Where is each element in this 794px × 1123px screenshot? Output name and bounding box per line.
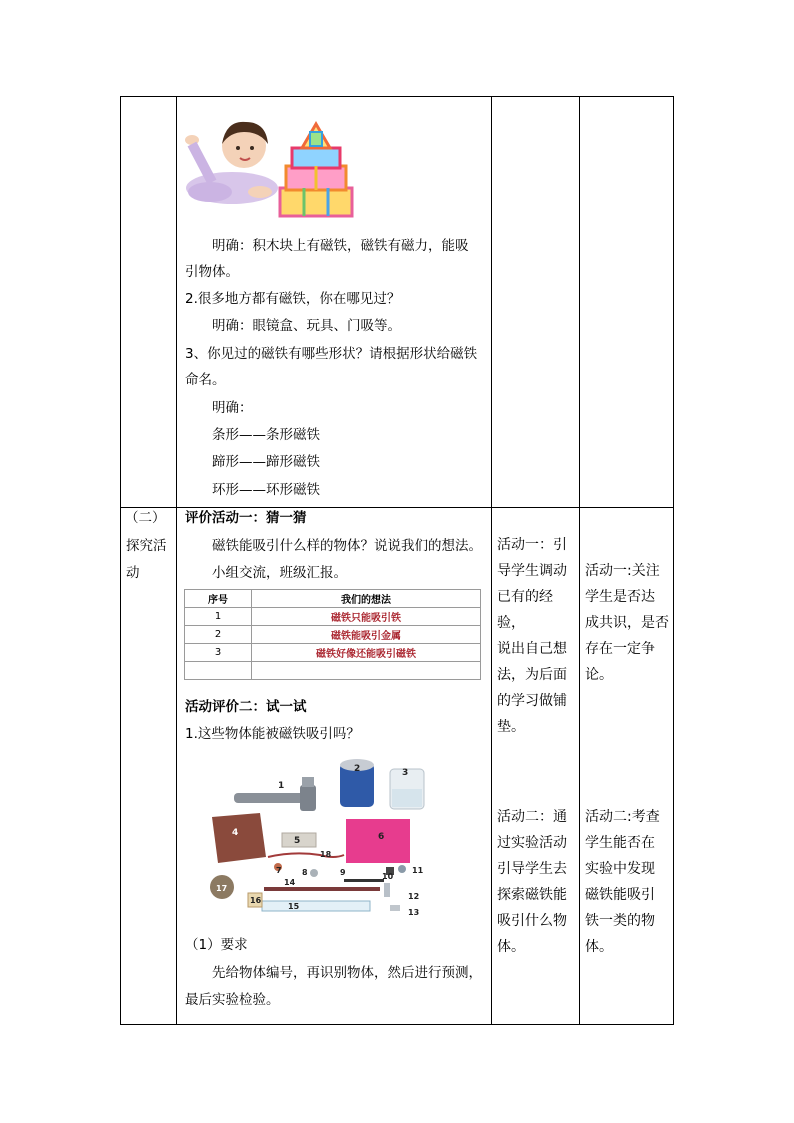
evaluation-2-line: 学生能否在 [585,835,655,851]
object-number: 12 [408,892,420,901]
row1-line-6: 命名。 [185,372,226,388]
ideas-index: 2 [185,626,252,644]
row1-line-9: 蹄形——蹄形磁铁 [212,454,320,470]
evaluation-2-line: 实验中发现 [585,861,655,877]
teacher-activity-2-line: 引导学生去 [497,861,567,877]
object-number: 17 [216,884,228,893]
object-number: 14 [284,878,296,887]
object-number: 7 [276,866,282,875]
table-col-divider-1 [176,96,177,1025]
table-row [185,644,481,662]
teacher-activity-1-line: 已有的经验， [497,589,553,631]
teacher-activity-1-line: 垫。 [497,719,525,735]
activity2-title: 活动评价二：试一试 [185,699,307,715]
object-number: 16 [250,896,262,905]
requirement-title: （1）要求 [185,937,248,953]
table-border-right [673,96,674,1025]
ideas-text [252,662,481,680]
row1-line-8: 条形——条形磁铁 [212,427,320,443]
ideas-text: 磁铁只能吸引铁 [252,608,481,626]
activity1-question: 磁铁能吸引什么样的物体？说说我们的想法。 [212,538,482,554]
object-number: 8 [302,868,308,877]
teacher-activity-1-line: 的学习做铺 [497,693,567,709]
activity2-question: 1.这些物体能被磁铁吸引吗？ [185,726,360,742]
object-number: 11 [412,866,424,875]
evaluation-1-line: 活动一:关注 [585,563,660,579]
teacher-activity-1 [497,532,577,740]
teacher-activity-2-line: 体。 [497,939,525,955]
evaluation-2-line: 铁一类的物 [585,913,655,929]
object-number: 13 [408,908,420,917]
object-number: 1 [278,781,285,791]
teacher-activity-2-line: 活动二：通 [497,809,567,825]
stage-name-line-1: 探究活 [126,538,167,554]
table-border-bottom [120,1024,674,1025]
object-number: 4 [232,828,239,838]
ideas-table [184,589,481,680]
evaluation-2-line: 磁铁能吸引 [585,887,655,903]
ideas-index [185,662,252,680]
teacher-activity-1-line: 导学生调动 [497,563,567,579]
evaluation-1-line: 成共识，是否 [585,615,669,631]
table-border-top [120,96,674,97]
table-row [185,662,481,680]
evaluation-1-line: 论。 [585,667,613,683]
teacher-activity-1-line: 说出自己想 [497,641,567,657]
teacher-activity-2 [497,804,577,960]
object-number: 18 [320,850,332,859]
ideas-header-index: 序号 [185,590,252,608]
row1-line-10: 环形——环形磁铁 [212,482,320,498]
ideas-index: 3 [185,644,252,662]
object-number: 5 [294,836,301,846]
teacher-activity-1-line: 法，为后面 [497,667,567,683]
row1-line-5: 3、你见过的磁铁有哪些形状？请根据形状给磁铁 [185,346,478,362]
object-number: 10 [382,872,394,881]
teacher-activity-2-line: 探索磁铁能 [497,887,567,903]
row1-line-7: 明确： [212,400,253,416]
table-row [185,608,481,626]
object-number: 9 [340,868,346,877]
evaluation-2-line: 活动二:考查 [585,809,660,825]
evaluation-1-line: 存在一定争 [585,641,655,657]
child-magnetic-blocks-image [182,110,362,222]
row1-line-1: 明确：积木块上有磁铁，磁铁有磁力，能吸 [212,238,469,254]
table-col-divider-2 [491,96,492,1025]
requirement-line-2: 最后实验检验。 [185,992,280,1008]
evaluation-2 [585,804,671,960]
activity1-note: 小组交流，班级汇报。 [212,565,347,581]
table-col-divider-3 [579,96,580,1025]
evaluation-1-line: 学生是否达 [585,589,655,605]
teacher-activity-2-line: 过实验活动 [497,835,567,851]
ideas-table-header-row [185,590,481,608]
evaluation-2-line: 体。 [585,939,613,955]
stage-name-line-2: 动 [126,565,140,581]
object-number: 6 [378,832,385,842]
activity1-title: 评价活动一：猜一猜 [185,510,307,526]
row1-line-4: 明确：眼镜盒、玩具、门吸等。 [212,318,401,334]
requirement-line-1: 先给物体编号，再识别物体，然后进行预测， [212,965,482,981]
table-border-left [120,96,121,1025]
row1-line-2: 引物体。 [185,264,239,280]
ideas-index: 1 [185,608,252,626]
object-number: 2 [354,764,361,774]
object-number: 15 [288,902,300,911]
object-number: 3 [402,768,409,778]
teacher-activity-2-line: 吸引什么物 [497,913,567,929]
stage-number: （二） [125,510,166,526]
row1-line-3: 2.很多地方都有磁铁，你在哪见过？ [185,291,401,307]
table-row [185,626,481,644]
ideas-text: 磁铁好像还能吸引磁铁 [252,644,481,662]
teacher-activity-1-line: 活动一：引 [497,537,567,553]
evaluation-1 [585,558,671,688]
ideas-text: 磁铁能吸引金属 [252,626,481,644]
test-objects-image [204,755,440,923]
ideas-header-idea: 我们的想法 [252,590,481,608]
